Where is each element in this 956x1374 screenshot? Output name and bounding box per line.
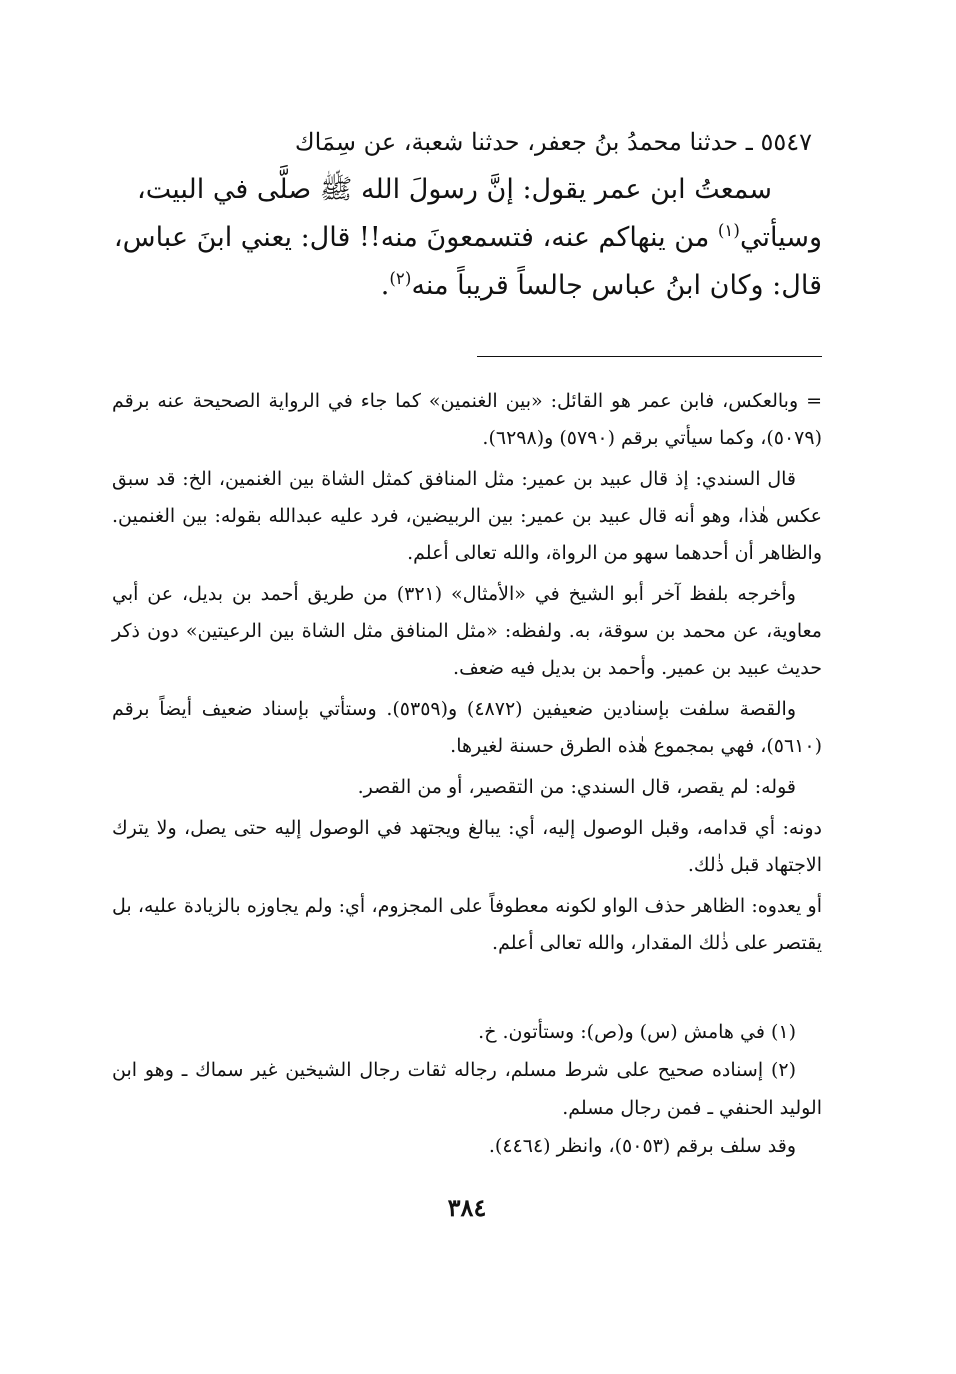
hadith-isnad: ٥٥٤٧ ـ حدثنا محمدُ بنُ جعفر، حدثنا شعبة، عن سِمَاك	[294, 128, 812, 156]
note-paragraph-6: دونه: أي قدامه، وقبل الوصول إليه، أي: يبالغ ويجتهد في الوصول إليه حتى يصل، ولا يترك الاجتهاد قبل ذٰلك.	[112, 817, 822, 876]
hadith-line-3	[112, 262, 822, 310]
footnotes	[112, 1013, 822, 1165]
footnote-2-continuation: وقد سلف برقم (٥٠٥٣)، وانظر (٤٤٦٤).	[488, 1135, 796, 1157]
commentary-notes	[112, 383, 822, 962]
note-paragraph-2: قال السندي: إذ قال عبيد بن عمير: مثل المنافق كمثل الشاة بين الغنمين، الخ: قد سبق عكس هٰذا، وهو أنه قال عبيد بن عمير: بين الربيضين، فرد عليه عبدالله بقوله: بين الغنمين. والظاهر أن أحدهما سهو من الرواة، والله تعالى أعلم.	[112, 468, 822, 564]
hadith-line-2	[112, 214, 822, 262]
footnote-ref-1[interactable]: (١)	[717, 220, 740, 240]
note-paragraph-1: = وبالعكس، فابن عمر هو القائل: «بين الغنمين» كما جاء في الرواية الصحيحة عنه برقم (٥٠٧٩)، وكما سيأتي برقم (٥٧٩٠) و(٦٢٩٨).	[112, 390, 822, 449]
footnote-2: (٢) إسناده صحيح على شرط مسلم، رجاله ثقات رجال الشيخين غير سماك ـ وهو ابن الوليد الحنفي ـ فمن رجال مسلم.	[112, 1059, 822, 1119]
page-number: ٣٨٤	[447, 1193, 487, 1222]
hadith-text	[112, 118, 822, 310]
hadith-line-1: سمعتُ ابن عمر يقول: إنَّ رسولَ الله ﷺ صلَّى في البيت،	[137, 174, 772, 205]
hadith-line-2-end: من ينهاكم عنه، فتسمعونَ منه!! قال: يعني ابنَ عباس،	[113, 222, 718, 253]
hadith-line-3-start: قال: وكان ابنُ عباس جالساً قريباً منه	[411, 270, 822, 301]
note-paragraph-4: والقصة سلفت بإسنادين ضعيفين (٤٨٧٢) و(٥٣٥٩). وستأتي بإسناد ضعيف أيضاً برقم (٥٦١٠)، فهي بمجموع هٰذه الطرق حسنة لغيرها.	[112, 698, 822, 757]
separator-line	[477, 356, 822, 357]
note-paragraph-3: وأخرجه بلفظ آخر أبو الشيخ في «الأمثال» (٣٢١) من طريق أحمد بن بديل، عن أبي معاوية، عن محمد بن سوقة، به. ولفظه: «مثل المنافق مثل الشاة بين الرعيتين» دون ذكر حديث عبيد بن عمير. وأحمد بن بديل فيه ضعف.	[112, 583, 822, 679]
hadith-line-2-start: وسيأتي	[739, 222, 822, 253]
page	[112, 0, 822, 1374]
hadith-line-3-end: .	[380, 270, 390, 301]
footnote-ref-2[interactable]: (٢)	[389, 268, 412, 288]
note-paragraph-7: أو يعدوه: الظاهر حذف الواو لكونه معطوفاً على المجزوم، أي: ولم يجاوزه بالزيادة عليه، بل يقتصر على ذٰلك المقدار، والله تعالى أعلم.	[112, 895, 822, 954]
footnote-1: (١) في هامش (س) و(ص): وستأتون. خ.	[478, 1021, 796, 1043]
note-paragraph-5: قوله: لم يقصر، قال السندي: من التقصير، أو من القصر.	[357, 776, 796, 798]
